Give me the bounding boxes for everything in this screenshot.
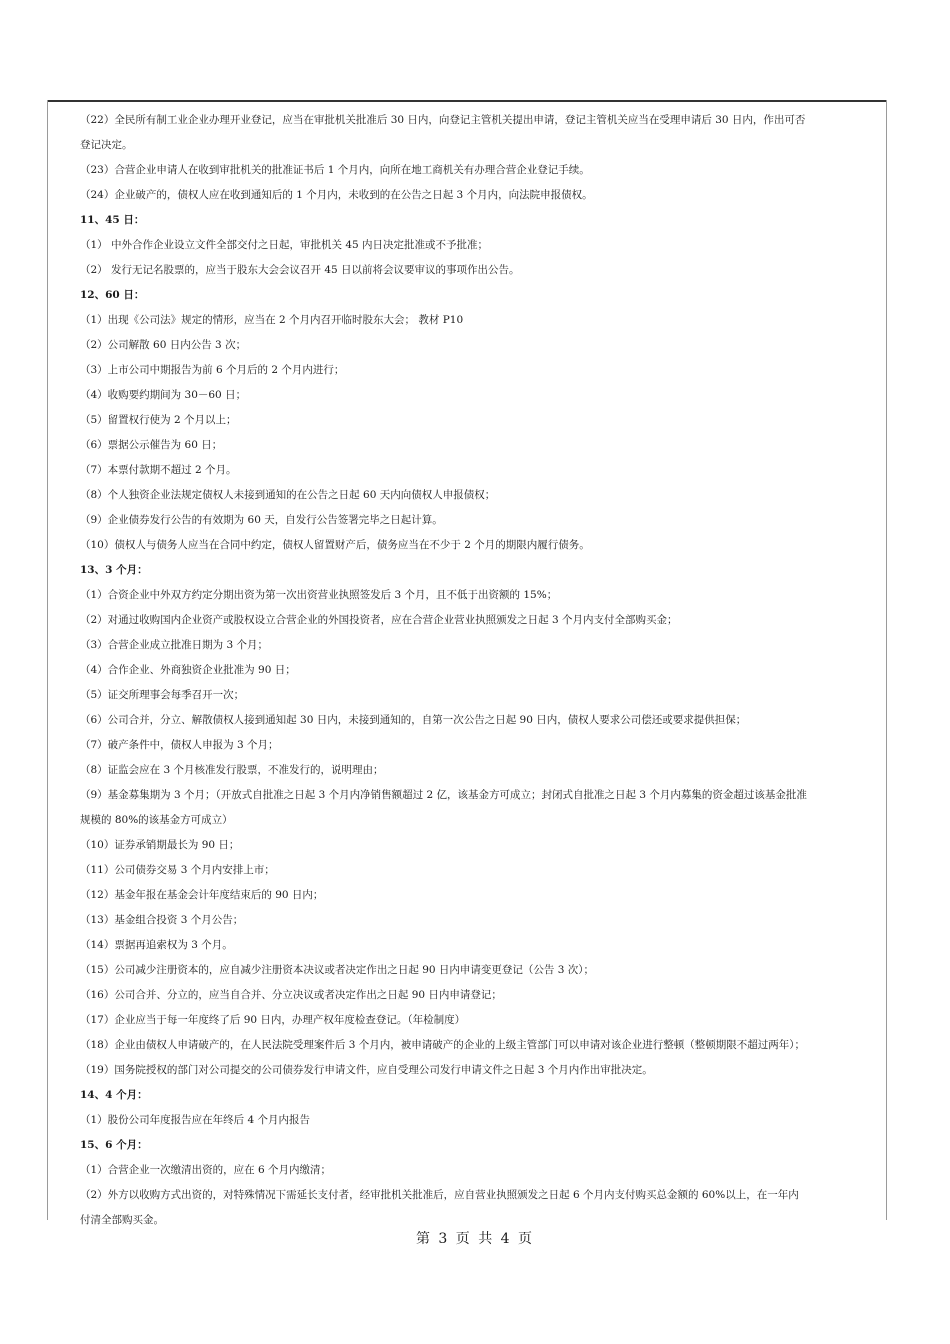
document-line: （6）公司合并，分立、解散债权人接到通知起 30 日内，未接到通知的，自第一次公告之日起 90 日内，债权人要求公司偿还或要求提供担保； [80,714,747,726]
document-line: （2） 发行无记名股票的，应当于股东大会会议召开 45 日以前将会议要审议的事项作出公告。 [80,264,520,276]
document-line: （5）留置权行使为 2 个月以上； [80,414,237,426]
document-line: （16）公司合并、分立的，应当自合并、分立决议或者决定作出之日起 90 日内申请登记； [80,989,502,1001]
document-line: （22）全民所有制工业企业办理开业登记，应当在审批机关批准后 30 日内，向登记主管机关提出申请，登记主管机关应当在受理申请后 30 日内，作出可否 [80,114,806,126]
document-line: （11）公司债券交易 3 个月内安排上市； [80,864,275,876]
document-line: （8）证监会应在 3 个月核准发行股票，不准发行的，说明理由； [80,764,384,776]
document-line: （4）收购要约期间为 30－60 日； [80,389,247,401]
document-line: （3）上市公司中期报告为前 6 个月后的 2 个月内进行； [80,364,345,376]
page-number: 第 3 页 共 4 页 [415,1231,535,1247]
document-line: （3）合营企业成立批准日期为 3 个月； [80,639,269,651]
document-line: （2）公司解散 60 日内公告 3 次； [80,339,247,351]
document-line: （10）证券承销期最长为 90 日； [80,839,240,851]
document-line: （1）出现《公司法》规定的情形，应当在 2 个月内召开临时股东大会； 教材 P10 [80,314,464,326]
section-heading: 12、60 日： [80,289,145,301]
document-line: （5）证交所理事会每季召开一次； [80,689,245,701]
document-line: （18）企业由债权人申请破产的，在人民法院受理案件后 3 个月内，被申请破产的企业的上级主管部门可以申请对该企业进行整顿（整顿期限不超过两年）； [80,1039,805,1051]
document-line: （1）股份公司年度报告应在年终后 4 个月内报告 [80,1114,311,1126]
document-line: （1）合资企业中外双方约定分期出资为第一次出资营业执照签发后 3 个月，且不低于出资额的 15%； [80,589,558,601]
document-line: （23）合营企业申请人在收到审批机关的批准证书后 1 个月内，向所在地工商机关有办理合营企业登记手续。 [80,164,590,176]
document-line: （1） 中外合作企业设立文件全部交付之日起，审批机关 45 内日决定批准或不予批准； [80,239,489,251]
document-line: （12）基金年报在基金会计年度结束后的 90 日内； [80,889,324,901]
document-line: （2）对通过收购国内企业资产或股权设立合营企业的外国投资者，应在合营企业营业执照颁发之日起 3 个月内支付全部购买金； [80,614,678,626]
document-line: （1）合营企业一次缴清出资的，应在 6 个月内缴清； [80,1164,332,1176]
document-line: （2）外方以收购方式出资的，对特殊情况下需延长支付者，经审批机关批准后，应自营业执照颁发之日起 6 个月内支付购买总金额的 60%以上，在一年内 [80,1189,799,1201]
document-line: 付清全部购买金。 [80,1214,164,1226]
document-line: （15）公司减少注册资本的，应自减少注册资本决议或者决定作出之日起 90 日内申请变更登记（公告 3 次）； [80,964,595,976]
section-heading: 14、4 个月： [80,1089,148,1101]
document-line: （9）企业债券发行公告的有效期为 60 天，自发行公告签署完毕之日起计算。 [80,514,443,526]
document-line: （13）基金组合投资 3 个月公告； [80,914,244,926]
document-line: （9）基金募集期为 3 个月；（开放式自批准之日起 3 个月内净销售额超过 2 亿，该基金方可成立；封闭式自批准之日起 3 个月内募集的资金超过该基金批准 [80,789,807,801]
document-line: 登记决定。 [80,139,133,151]
document-body [80,108,888,1233]
section-heading: 15、6 个月： [80,1139,148,1151]
document-line: （6）票据公示催告为 60 日； [80,439,223,451]
document-line: （14）票据再追索权为 3 个月。 [80,939,233,951]
document-line: （7）破产条件中，债权人申报为 3 个月； [80,739,279,751]
document-line: 规模的 80%的该基金方可成立） [80,814,233,826]
page-frame [47,100,887,1226]
document-line: （24）企业破产的，债权人应在收到通知后的 1 个月内，未收到的在公告之日起 3 个月内，向法院申报债权。 [80,189,593,201]
section-heading: 11、45 日： [80,214,145,226]
document-line: （8）个人独资企业法规定债权人未接到通知的在公告之日起 60 天内向债权人申报债权； [80,489,496,501]
document-line: （19）国务院授权的部门对公司提交的公司债券发行申请文件，应自受理公司发行申请文件之日起 3 个月内作出审批决定。 [80,1064,653,1076]
document-line: （4）合作企业、外商独资企业批准为 90 日； [80,664,296,676]
document-line: （10）债权人与债务人应当在合同中约定，债权人留置财产后，债务应当在不少于 2 个月的期限内履行债务。 [80,539,590,551]
document-line: （7）本票付款期不超过 2 个月。 [80,464,237,476]
section-heading: 13、3 个月： [80,564,148,576]
document-line: （17）企业应当于每一年度终了后 90 日内，办理产权年度检查登记。（年检制度） [80,1014,466,1026]
